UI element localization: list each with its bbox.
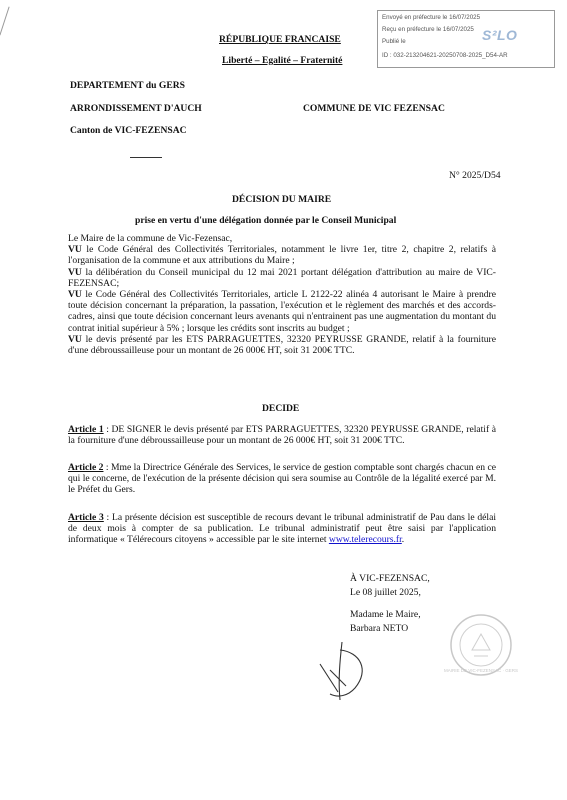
vu-4: VU le devis présenté par les ETS PARRAGUETTES, 32320 PEYRUSSE GRANDE, relatif à la fourniture d'une débroussailleuse pour un montant de 26 000€ HT, soit 31 200€ TTC. <box>68 333 496 357</box>
sign-name: Barbara NETO <box>350 623 409 634</box>
decision-number: N° 2025/D54 <box>449 170 501 181</box>
canton: Canton de VIC-FEZENSAC <box>70 125 187 136</box>
decision-subtitle: prise en vertu d'une délégation donnée par le Conseil Municipal <box>135 215 397 226</box>
sign-date: Le 08 juillet 2025, <box>350 587 421 598</box>
article-1: Article 1 : DE SIGNER le devis présenté par ETS PARRAGUETTES, 32320 PEYRUSSE GRANDE, relatif à la fourniture d'une débroussailleuse pour un montant de 26 000€ HT, soit 31 200€ TTC. <box>68 424 496 447</box>
stamp-received: Reçu en préfecture le 16/07/2025 <box>382 26 474 33</box>
stamp-id: ID : 032-213204621-20250708-2025_D54-AR <box>382 52 508 59</box>
stamp-published: Publié le <box>382 38 406 45</box>
vu-3: VU le Code Général des Collectivités Territoriales, article L 2122-22 alinéa 4 autorisant le Maire à prendre toute décision concernant la préparation, la passation, l'exécution et le règlement des marchés et des accords-cadres, ainsi que toute décision concernant leurs avenants qui n'entrainent pas une augmentation du montant du contrat initial supérieur à 5% ; lorsque les crédits sont inscrits au budget ; <box>68 289 496 334</box>
corner-mark <box>0 7 10 36</box>
sign-role: Madame le Maire, <box>350 609 421 620</box>
town-seal-icon <box>443 612 519 678</box>
article-2: Article 2 : Mme la Directrice Générale des Services, le service de gestion comptable sont chargés chacun en ce qui le concerne, de l'exécution de la présente décision qui sera soumise au Contrôle de la légalité exercé par M. le Préfet du Gers. <box>68 462 496 496</box>
stamp-sent: Envoyé en préfecture le 16/07/2025 <box>382 14 481 21</box>
handwritten-signature <box>300 630 380 710</box>
decision-title: DÉCISION DU MAIRE <box>232 194 332 205</box>
republic-title: RÉPUBLIQUE FRANCAISE <box>219 34 341 45</box>
decide-heading: DECIDE <box>262 403 300 414</box>
arrondissement: ARRONDISSEMENT D'AUCH <box>70 103 202 114</box>
preamble-intro: Le Maire de la commune de Vic-Fezensac, <box>68 233 233 244</box>
department: DEPARTEMENT du GERS <box>70 80 185 91</box>
preamble <box>68 233 496 356</box>
prefecture-stamp <box>377 10 555 68</box>
commune: COMMUNE DE VIC FEZENSAC <box>303 103 445 114</box>
vu-2: VU la délibération du Conseil municipal du 12 mai 2021 portant délégation d'attribution au maire de VIC-FEZENSAC; <box>68 266 496 289</box>
sign-place: À VIC-FEZENSAC, <box>350 573 430 584</box>
seal-text: MAIRIE DE VIC-FEZENSAC · GERS <box>443 668 519 673</box>
motto: Liberté – Egalité – Fraternité <box>222 55 343 66</box>
vu-1: VU le Code Général des Collectivités Territoriales, notamment le livre 1er, titre 2, chapitre 2, relatifs à l'organisation de la commune et aux attributions du Maire ; <box>68 244 496 267</box>
telerecours-link[interactable]: www.telerecours.fr <box>328 534 402 546</box>
slo-logo: S²LO <box>482 27 518 43</box>
divider <box>130 157 162 158</box>
article-3: Article 3 : La présente décision est susceptible de recours devant le tribunal administratif de Pau dans le délai de deux mois à compter de sa publication. Le tribunal administratif peut être saisi par l'application informatique « Télérecours citoyens » accessible par le site internet www.telerecours.fr. <box>68 512 496 546</box>
